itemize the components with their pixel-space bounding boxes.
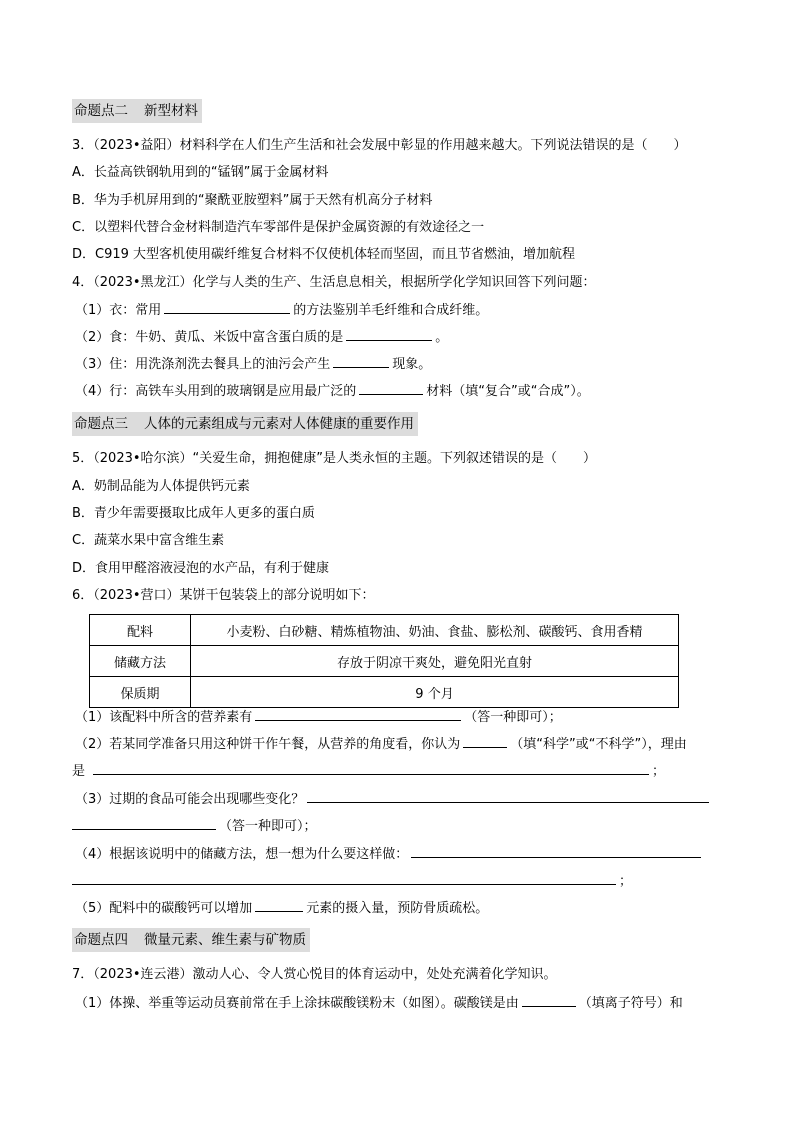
q4-part-4 xyxy=(75,382,590,401)
q6-part-5-text: （5）配料中的碳酸钙可以增加 xyxy=(75,901,253,916)
table-value: 9 个月 xyxy=(191,677,679,708)
section-label: 命题点二 xyxy=(74,103,128,119)
q6-part-1-text: （1）该配料中所含的营养素有 xyxy=(75,710,253,725)
q3-option-a: A．长益高铁钢轨用到的“锰钢”属于金属材料 xyxy=(72,165,329,180)
q6-part-2 xyxy=(75,735,687,754)
table-value: 小麦粉、白砂糖、精炼植物油、奶油、食盐、膨松剂、碳酸钙、食用香精 xyxy=(191,615,679,646)
q3-option-b: B．华为手机屏用到的“聚酰亚胺塑料”属于天然有机高分子材料 xyxy=(72,193,433,208)
q7-part-1-text-end: （填离子符号）和 xyxy=(578,996,683,1011)
section-title: 微量元素、维生素与矿物质 xyxy=(144,932,306,948)
answer-blank[interactable] xyxy=(164,301,290,314)
section-title: 新型材料 xyxy=(144,103,198,119)
answer-blank[interactable] xyxy=(463,735,507,748)
question-4-stem: 4．（2023•黑龙江）化学与人类的生产、生活息息相关，根据所学化学知识回答下列问题： xyxy=(72,275,596,290)
q3-option-c: C．以塑料代替合金材料制造汽车零部件是保护金属资源的有效途径之一 xyxy=(72,220,485,235)
q6-part-4-text: （4）根据该说明中的储藏方法，想一想为什么要这样做： xyxy=(75,847,409,862)
answer-blank[interactable] xyxy=(93,762,649,775)
answer-blank[interactable] xyxy=(333,355,389,368)
q7-part-1 xyxy=(75,994,683,1013)
question-5-stem: 5．（2023•哈尔滨）“关爱生命，拥抱健康”是人类永恒的主题。下列叙述错误的是（ ） xyxy=(72,451,596,466)
section-header-2 xyxy=(72,99,202,123)
q6-part-2-text-cont-end: ； xyxy=(652,764,666,779)
table-row xyxy=(90,615,679,646)
q4-part-1-text-end: 的方法鉴别羊毛纤维和合成纤维。 xyxy=(293,303,489,318)
section-label: 命题点四 xyxy=(74,932,128,948)
section-label: 命题点三 xyxy=(74,416,128,432)
table-key: 配料 xyxy=(90,615,191,646)
q6-part-3-text: （3）过期的食品可能会出现哪些变化？ xyxy=(75,792,305,807)
q6-part-1 xyxy=(75,708,562,727)
table-key: 保质期 xyxy=(90,677,191,708)
q6-part-2-text: （2）若某同学准备只用这种饼干作午餐，从营养的角度看，你认为 xyxy=(75,737,461,752)
q5-option-a: A．奶制品能为人体提供钙元素 xyxy=(72,479,250,494)
q6-part-2-cont xyxy=(72,762,665,781)
section-header-3 xyxy=(72,412,418,436)
q7-part-1-text: （1）体操、举重等运动员赛前常在手上涂抹碳酸镁粉末（如图）。碳酸镁是由 xyxy=(75,996,519,1011)
q5-option-b: B．青少年需要摄取比成年人更多的蛋白质 xyxy=(72,506,315,521)
q3-option-d: D．C919 大型客机使用碳纤维复合材料不仅使机体轻而坚固，而且节省燃油，增加航程 xyxy=(72,247,576,262)
answer-blank[interactable] xyxy=(359,382,423,395)
answer-blank[interactable] xyxy=(411,845,701,858)
table-value: 存放于阴凉干爽处，避免阳光直射 xyxy=(191,646,679,677)
q4-part-1 xyxy=(75,301,488,320)
table-row xyxy=(90,677,679,708)
question-7-stem: 7．（2023•连云港）激动人心、令人赏心悦目的体育运动中，处处充满着化学知识。 xyxy=(72,967,557,982)
q6-part-3 xyxy=(75,790,712,809)
product-info-table xyxy=(89,614,679,708)
question-6-stem: 6．（2023•营口）某饼干包装袋上的部分说明如下： xyxy=(72,588,375,603)
q4-part-3-text: （3）住：用洗涤剂洗去餐具上的油污会产生 xyxy=(75,357,331,372)
answer-blank[interactable] xyxy=(346,328,432,341)
answer-blank[interactable] xyxy=(72,872,616,885)
q4-part-4-text-end: 材料（填“复合”或“合成”）。 xyxy=(426,384,590,399)
answer-blank[interactable] xyxy=(307,790,709,803)
q6-part-4 xyxy=(75,845,704,864)
q6-part-4-text-end: ； xyxy=(619,874,633,889)
q4-part-1-text: （1）衣：常用 xyxy=(75,303,162,318)
question-3-stem: 3．（2023•益阳）材料科学在人们生产生活和社会发展中彰显的作用越来越大。下列说法错误的是（ ） xyxy=(72,138,687,153)
answer-blank[interactable] xyxy=(522,994,576,1007)
table-key: 储藏方法 xyxy=(90,646,191,677)
answer-blank[interactable] xyxy=(255,708,461,721)
q6-part-3-cont xyxy=(72,817,317,836)
q4-part-3 xyxy=(75,355,431,374)
answer-blank[interactable] xyxy=(72,817,216,830)
q6-part-5 xyxy=(75,899,488,918)
q6-part-2-text-end: （填“科学”或“不科学”），理由 xyxy=(510,737,687,752)
section-header-4 xyxy=(72,928,310,952)
q4-part-3-text-end: 现象。 xyxy=(392,357,432,372)
q4-part-2-text: （2）食：牛奶、黄瓜、米饭中富含蛋白质的是 xyxy=(75,330,344,345)
q6-part-4-cont xyxy=(72,872,632,891)
answer-blank[interactable] xyxy=(255,899,303,912)
table-row xyxy=(90,646,679,677)
q6-part-1-text-end: （答一种即可）； xyxy=(464,710,562,725)
q4-part-2 xyxy=(75,328,448,347)
q5-option-d: D．食用甲醛溶液浸泡的水产品，有利于健康 xyxy=(72,561,330,576)
section-title: 人体的元素组成与元素对人体健康的重要作用 xyxy=(144,416,414,432)
q4-part-2-text-end: 。 xyxy=(435,330,449,345)
q4-part-4-text: （4）行：高铁车头用到的玻璃钢是应用最广泛的 xyxy=(75,384,357,399)
q6-part-2-text-cont: 是 xyxy=(72,764,86,779)
q6-part-3-text-end: （答一种即可）； xyxy=(219,819,317,834)
q5-option-c: C．蔬菜水果中富含维生素 xyxy=(72,533,225,548)
q6-part-5-text-end: 元素的摄入量，预防骨质疏松。 xyxy=(306,901,489,916)
